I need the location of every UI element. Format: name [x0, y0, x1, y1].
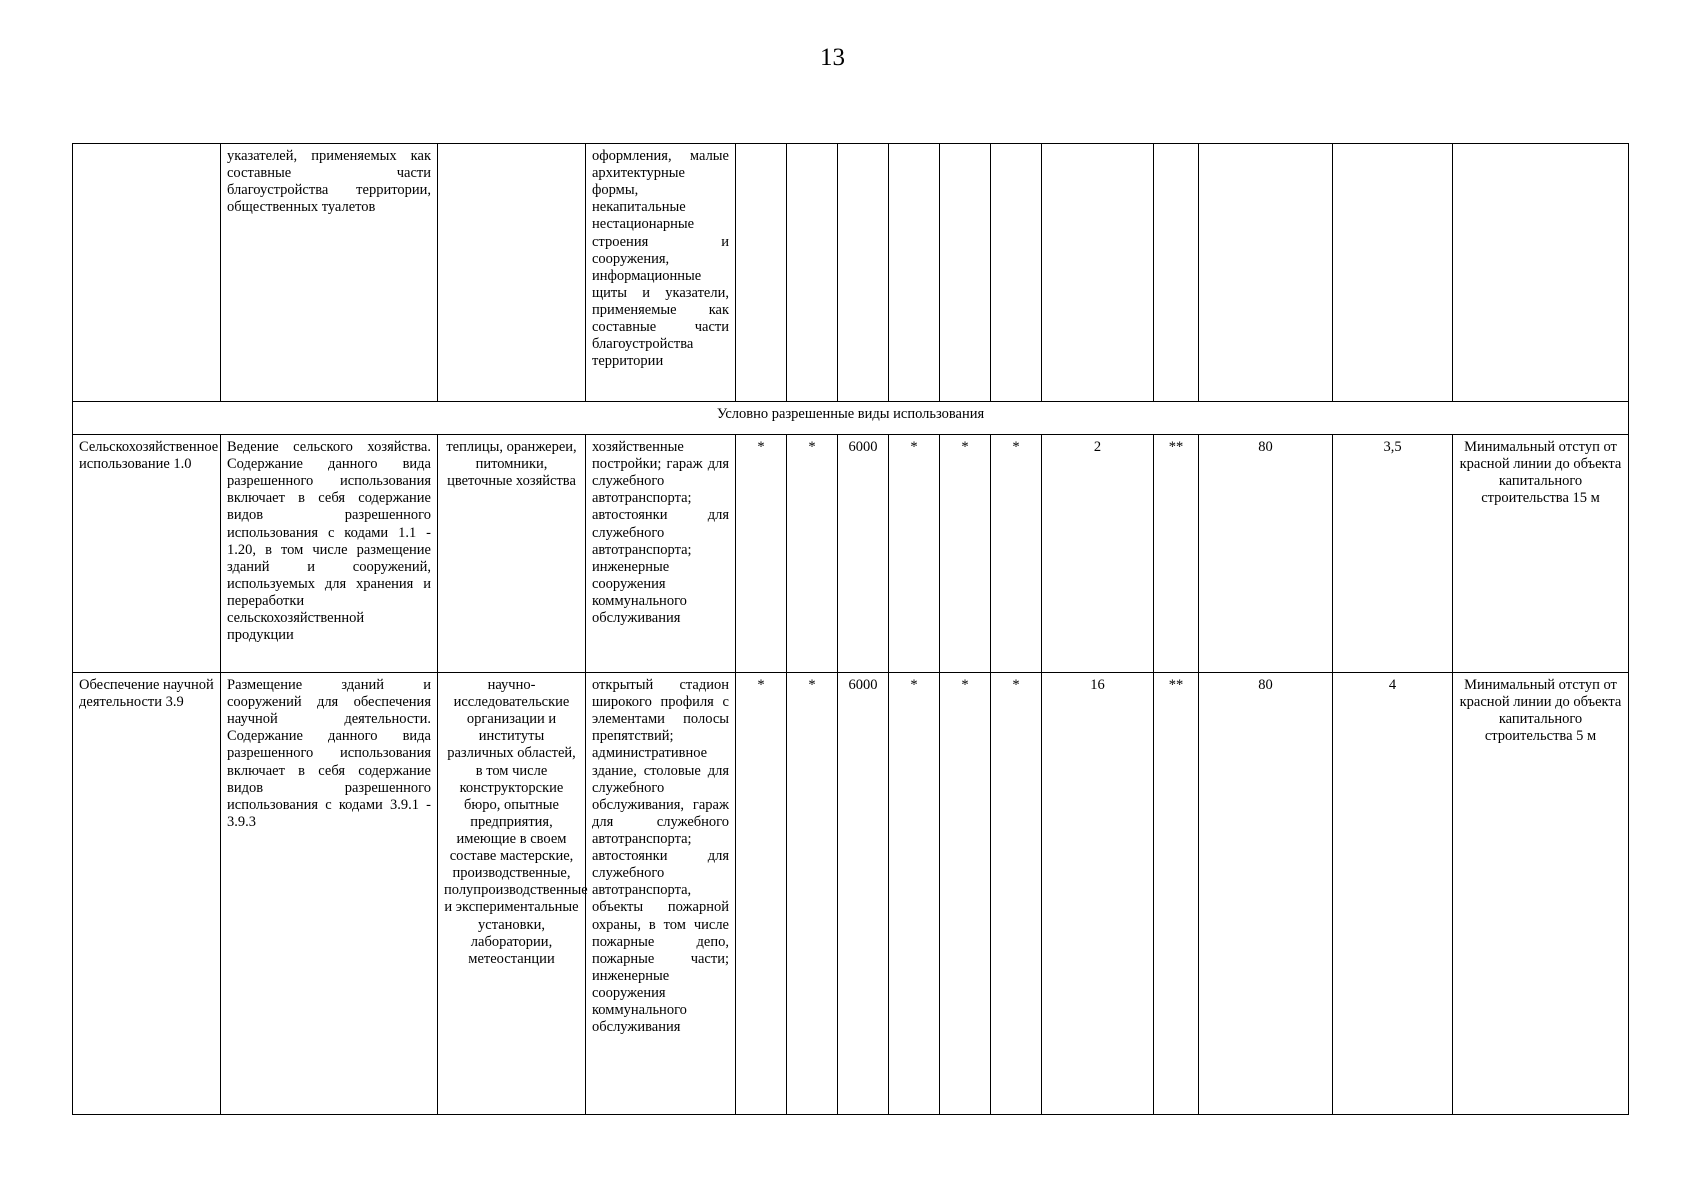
param-cell: * — [940, 435, 991, 673]
auxiliary-objects-cell: открытый стадион широкого профиля с элементами полосы препятствий; административное здание, столовые для служебного обслуживания, гараж для служебного автотранспорта; автостоянки для служебного автотранспорта, объекты пожарной охраны, в том числе пожарные депо, пожарные части; инженерные сооружения коммунального обслуживания — [586, 673, 736, 1115]
notes-cell: Минимальный отступ от красной линии до объекта капитального строительства 15 м — [1453, 435, 1629, 673]
param-cell: 80 — [1199, 673, 1333, 1115]
param-cell — [1154, 144, 1199, 402]
param-cell: * — [736, 673, 787, 1115]
param-cell — [838, 144, 889, 402]
param-cell: * — [787, 435, 838, 673]
param-cell: * — [889, 673, 940, 1115]
param-cell: * — [736, 435, 787, 673]
param-cell — [787, 144, 838, 402]
auxiliary-objects-cell: хозяйственные постройки; гараж для служебного автотранспорта; автостоянки для служебного автотранспорта; инженерные сооружения коммунального обслуживания — [586, 435, 736, 673]
use-name-cell: Сельскохозяйственное использование 1.0 — [73, 435, 221, 673]
param-cell: ** — [1154, 435, 1199, 673]
param-cell: * — [991, 435, 1042, 673]
table-row — [73, 673, 1629, 1115]
use-name-cell — [73, 144, 221, 402]
param-cell: 2 — [1042, 435, 1154, 673]
use-description-cell: Размещение зданий и сооружений для обеспечения научной деятельности. Содержание данного вида разрешенного использования включает в себя содержание видов разрешенного использования с кодами 3.9.1 - 3.9.3 — [221, 673, 438, 1115]
notes-cell: Минимальный отступ от красной линии до объекта капитального строительства 5 м — [1453, 673, 1629, 1115]
main-objects-cell — [438, 144, 586, 402]
notes-cell — [1453, 144, 1629, 402]
param-cell — [736, 144, 787, 402]
section-title: Условно разрешенные виды использования — [73, 402, 1629, 435]
section-row — [73, 402, 1629, 435]
use-description-cell: указателей, применяемых как составные части благоустройства территории, общественных туалетов — [221, 144, 438, 402]
param-cell — [1199, 144, 1333, 402]
use-description-cell: Ведение сельского хозяйства. Содержание данного вида разрешенного использования включает в себя содержание видов разрешенного использования с кодами 1.1 - 1.20, в том числе размещение зданий и сооружений, используемых для хранения и переработки сельскохозяйственной продукции — [221, 435, 438, 673]
param-cell: * — [787, 673, 838, 1115]
main-objects-cell: научно-исследовательские организации и институты различных областей, в том числе конструкторские бюро, опытные предприятия, имеющие в своем составе мастерские, производственные, полупроизводственные и экспериментальные установки, лаборатории, метеостанции — [438, 673, 586, 1115]
param-cell — [991, 144, 1042, 402]
param-cell: * — [889, 435, 940, 673]
param-cell: ** — [1154, 673, 1199, 1115]
param-cell: 6000 — [838, 673, 889, 1115]
auxiliary-objects-cell: оформления, малые архитектурные формы, некапитальные нестационарные строения и сооружения, информационные щиты и указатели, применяемые как составные части благоустройства территории — [586, 144, 736, 402]
param-cell: * — [991, 673, 1042, 1115]
param-cell: 16 — [1042, 673, 1154, 1115]
param-cell — [889, 144, 940, 402]
main-objects-cell: теплицы, оранжереи, питомники, цветочные хозяйства — [438, 435, 586, 673]
zoning-table — [72, 143, 1629, 1115]
param-cell: 80 — [1199, 435, 1333, 673]
param-cell: 4 — [1333, 673, 1453, 1115]
param-cell — [1333, 144, 1453, 402]
param-cell — [940, 144, 991, 402]
param-cell: 3,5 — [1333, 435, 1453, 673]
param-cell — [1042, 144, 1154, 402]
table-row — [73, 144, 1629, 402]
use-name-cell: Обеспечение научной деятельности 3.9 — [73, 673, 221, 1115]
param-cell: * — [940, 673, 991, 1115]
param-cell: 6000 — [838, 435, 889, 673]
table-row — [73, 435, 1629, 673]
page-number: 13 — [820, 44, 845, 71]
